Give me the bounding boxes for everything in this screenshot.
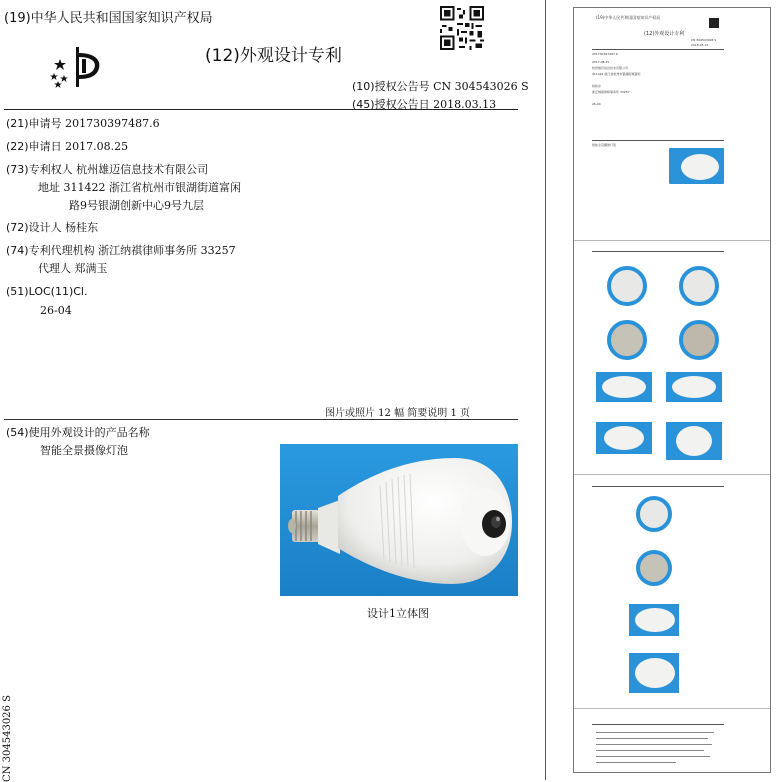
loc-classification-label: (51)LOC(11)Cl. xyxy=(6,285,88,298)
patentee-row xyxy=(6,161,208,178)
thumb-office: (19)中华人民共和国国家知识产权局 xyxy=(596,15,661,20)
agency-row xyxy=(6,242,236,259)
thumb-view-front xyxy=(607,266,647,306)
thumb-qr-code-icon xyxy=(709,18,719,28)
agent-row xyxy=(38,260,108,277)
side-publication-code: CN 304543026 S xyxy=(1,695,13,782)
publication-date: 2018.03.13 xyxy=(433,98,497,111)
loc-classification-row xyxy=(6,283,87,300)
thumb-view-left xyxy=(596,372,652,402)
application-date-row xyxy=(6,138,128,155)
agency: 浙江纳祺律师事务所 33257 xyxy=(98,244,236,257)
address-line-1: 311422 浙江省杭州市银湖街道富闲 xyxy=(63,181,241,194)
thumb-pub-date: 2018.03.13 xyxy=(691,43,709,47)
thumb-header-divider xyxy=(592,49,724,50)
thumb-page-break-2 xyxy=(574,474,771,475)
designer-row xyxy=(6,219,98,236)
thumb-page-break-3 xyxy=(574,708,771,709)
thumb-text-line-3 xyxy=(596,744,712,745)
photo-caption: 设计1立体图 xyxy=(367,607,429,620)
thumb-pub-no: CN 304543026 S xyxy=(691,38,717,42)
product-name-label: (54)使用外观设计的产品名称 xyxy=(6,426,150,439)
loc-classification: 26-04 xyxy=(40,304,72,317)
thumb-photo-main xyxy=(669,148,724,184)
product-photo-perspective-view xyxy=(280,444,518,596)
patentee-label: (73)专利权人 xyxy=(6,163,73,176)
thumb-page4-rule xyxy=(592,724,724,725)
thumb-app-no: 201730397487.6 xyxy=(592,52,618,56)
thumb-product-name: 智能全景摄像灯泡 xyxy=(592,143,617,147)
application-number: 201730397487.6 xyxy=(65,117,160,130)
thumb-patentee: 杭州雄迈信息技术有限公司 xyxy=(592,66,629,70)
thumb-view-perspective-1 xyxy=(596,422,652,454)
office-name: (19)中华人民共和国国家知识产权局 xyxy=(4,11,213,26)
thumb-doc-title: (12)外观设计专利 xyxy=(644,31,685,37)
header-divider xyxy=(4,109,518,110)
cnipa-logo-icon xyxy=(46,45,108,89)
designer: 杨桂东 xyxy=(65,221,99,234)
address-line-2: 路9号银湖创新中心9号九层 xyxy=(69,199,204,212)
product-name-heading xyxy=(6,424,150,441)
thumb-view-right xyxy=(666,372,722,402)
patentee: 杭州雄迈信息技术有限公司 xyxy=(76,163,209,176)
thumb-view-detail-1 xyxy=(636,496,672,532)
image-and-description-count: 图片或照片 12 幅 简要说明 1 页 xyxy=(325,408,470,419)
publication-number-label: (10)授权公告号 xyxy=(352,80,430,93)
thumb-page2-rule xyxy=(592,251,724,252)
address-label: 地址 xyxy=(38,181,60,194)
thumb-text-line-4 xyxy=(596,750,704,751)
thumb-counts-divider xyxy=(592,140,724,141)
thumb-text-line-2 xyxy=(596,738,708,739)
thumb-text-line-6 xyxy=(596,762,676,763)
publication-date-label: (45)授权公告日 xyxy=(352,98,430,111)
thumb-app-date: 2017.08.25 xyxy=(592,60,610,64)
thumb-view-perspective-2 xyxy=(666,422,722,460)
counts-divider xyxy=(4,419,518,420)
thumb-view-detail-2 xyxy=(636,550,672,586)
thumb-text-line-5 xyxy=(596,756,710,757)
document-title: (12)外观设计专利 xyxy=(205,46,342,66)
thumb-view-detail-3 xyxy=(629,604,679,636)
application-number-row xyxy=(6,115,160,132)
thumb-agency: 浙江纳祺律师事务所 33257 xyxy=(592,90,630,94)
application-date: 2017.08.25 xyxy=(65,140,129,153)
thumb-text-line-1 xyxy=(596,732,714,733)
full-document-thumbnail xyxy=(573,7,771,773)
address-row xyxy=(38,179,241,196)
qr-code-icon xyxy=(440,6,484,50)
thumb-page-break-1 xyxy=(574,240,771,241)
thumb-page3-rule xyxy=(592,486,724,487)
product-name: 智能全景摄像灯泡 xyxy=(40,444,128,457)
thumb-view-bottom xyxy=(679,320,719,360)
agent-label: 代理人 xyxy=(38,262,71,275)
publication-number: CN 304543026 S xyxy=(433,80,529,93)
application-date-label: (22)申请日 xyxy=(6,140,62,153)
thumb-address: 311422 浙江省杭州市银湖街道富闲 xyxy=(592,72,641,76)
application-number-label: (21)申请号 xyxy=(6,117,62,130)
thumb-designer: 杨桂东 xyxy=(592,84,602,88)
thumb-view-rear xyxy=(679,266,719,306)
thumb-view-top xyxy=(607,320,647,360)
publication-number-row xyxy=(352,78,529,94)
thumb-loc: 26-04 xyxy=(592,102,601,106)
designer-label: (72)设计人 xyxy=(6,221,62,234)
agent: 郑满玉 xyxy=(74,262,108,275)
agency-label: (74)专利代理机构 xyxy=(6,244,95,257)
thumb-view-detail-4 xyxy=(629,653,679,693)
